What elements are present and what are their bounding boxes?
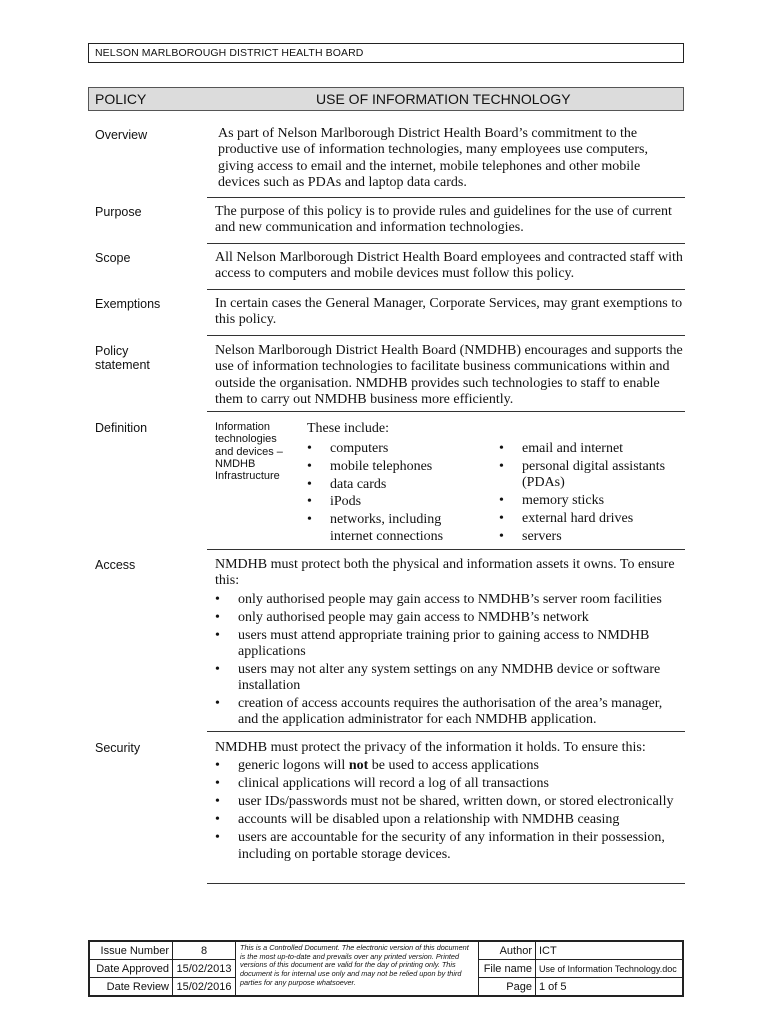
divider [207, 335, 685, 336]
security-item1-post: be used to access applications [368, 758, 539, 774]
policy-statement-label [95, 344, 150, 372]
divider [207, 411, 685, 412]
list-item: • mobile telephones [307, 459, 467, 476]
title-bar [88, 87, 684, 111]
list-item: • memory sticks [499, 493, 681, 510]
divider [207, 289, 685, 290]
security-section [215, 740, 680, 865]
page-title: USE OF INFORMATION TECHNOLOGY [316, 91, 571, 107]
divider [207, 883, 685, 884]
controlled-document-note: This is a Controlled Document. The electronic version of this document is the most up-to-date and prevails over any printed version. Printed versions of this document are valid for the day of printing only. This document is for internal use only and may not be relied upon by third parties for any purpose whatsoever. [236, 942, 479, 996]
page-value: 1 of 5 [536, 978, 683, 996]
divider [207, 731, 685, 732]
doc-type: POLICY [95, 91, 147, 107]
list-item: • users may not alter any system settings on any NMDHB device or software installation [215, 662, 675, 695]
security-label: Security [95, 741, 141, 755]
exemptions-label: Exemptions [95, 297, 161, 311]
file-name-value: Use of Information Technology.doc [536, 960, 683, 978]
list-item: • personal digital assistants (PDAs) [499, 459, 681, 492]
definition-list-right [499, 439, 681, 546]
access-intro: NMDHB must protect both the physical and information assets it owns. To ensure this: [215, 557, 675, 589]
divider [207, 243, 685, 244]
scope-text: All Nelson Marlborough District Health Board employees and contracted staff with access to computers and mobile devices must follow this policy. [215, 250, 683, 282]
definition-list-left [307, 439, 467, 546]
list-item: • networks, including internet connections [307, 512, 467, 545]
date-review-value: 15/02/2016 [173, 978, 236, 996]
page-label: Page [479, 978, 536, 996]
policy-statement-label-line1: Policy [95, 344, 129, 358]
access-label: Access [95, 558, 136, 572]
list-item: • only authorised people may gain access to NMDHB’s network [215, 610, 675, 626]
issue-number-label: Issue Number [90, 942, 173, 960]
list-item: • servers [499, 529, 681, 546]
exemptions-text: In certain cases the General Manager, Corporate Services, may grant exemptions to this policy. [215, 296, 683, 328]
security-intro: NMDHB must protect the privacy of the information it holds. To ensure this: [215, 740, 646, 755]
date-review-label: Date Review [90, 978, 173, 996]
list-item: • iPods [307, 494, 467, 511]
definition-term: Information technologies and devices – NMDHB Infrastructure [215, 421, 283, 483]
security-item1-bold: not [348, 758, 369, 774]
list-item: • user IDs/passwords must not be shared, written down, or stored electronically [215, 794, 680, 810]
access-section [215, 557, 675, 730]
list-item: • email and internet [499, 441, 681, 458]
overview-label: Overview [95, 128, 148, 142]
list-item: • external hard drives [499, 511, 681, 528]
list-item: • creation of access accounts requires the authorisation of the area’s manager, and the application administrator for each NMDHB application. [215, 696, 675, 729]
document-control-footer [88, 940, 684, 997]
date-approved-value: 15/02/2013 [173, 960, 236, 978]
list-item: • users must attend appropriate training prior to gaining access to NMDHB applications [215, 628, 675, 661]
file-name-label: File name [479, 960, 536, 978]
list-item: • clinical applications will record a log of all transactions [215, 776, 680, 792]
list-item: • users are accountable for the security of any information in their possession, including on portable storage devices. [215, 830, 680, 863]
list-item: • computers [307, 441, 467, 458]
organisation-header [88, 43, 684, 63]
organisation-name: NELSON MARLBOROUGH DISTRICT HEALTH BOARD [95, 47, 364, 59]
divider [207, 549, 685, 550]
issue-number-value: 8 [173, 942, 236, 960]
overview-text: As part of Nelson Marlborough District Health Board’s commitment to the productive use of information technologies, many employees use computers, giving access to email and the internet, mobile telephones and other mobile devices such as PDAs and laptop data cards. [218, 126, 649, 190]
list-item: • only authorised people may gain access to NMDHB’s server room facilities [215, 592, 675, 608]
definition-label: Definition [95, 421, 148, 435]
date-approved-label: Date Approved [90, 960, 173, 978]
definition-intro: These include: [307, 421, 390, 436]
list-item [215, 758, 680, 774]
divider [207, 197, 685, 198]
security-item1-pre: generic logons will [238, 758, 349, 774]
purpose-text: The purpose of this policy is to provide rules and guidelines for the use of current and new communication and information technologies. [215, 204, 672, 236]
author-label: Author [479, 942, 536, 960]
policy-statement-label-line2: statement [95, 358, 150, 372]
purpose-label: Purpose [95, 205, 142, 219]
scope-label: Scope [95, 251, 131, 265]
author-value: ICT [536, 942, 683, 960]
list-item: • accounts will be disabled upon a relationship with NMDHB ceasing [215, 812, 680, 828]
list-item: • data cards [307, 477, 467, 494]
policy-statement-text: Nelson Marlborough District Health Board (NMDHB) encourages and supports the use of information technologies to facilitate business communications within and outside the organisation. NMDHB provides such technologies to staff to enable them to carry out NMDHB business more efficiently. [215, 343, 683, 407]
